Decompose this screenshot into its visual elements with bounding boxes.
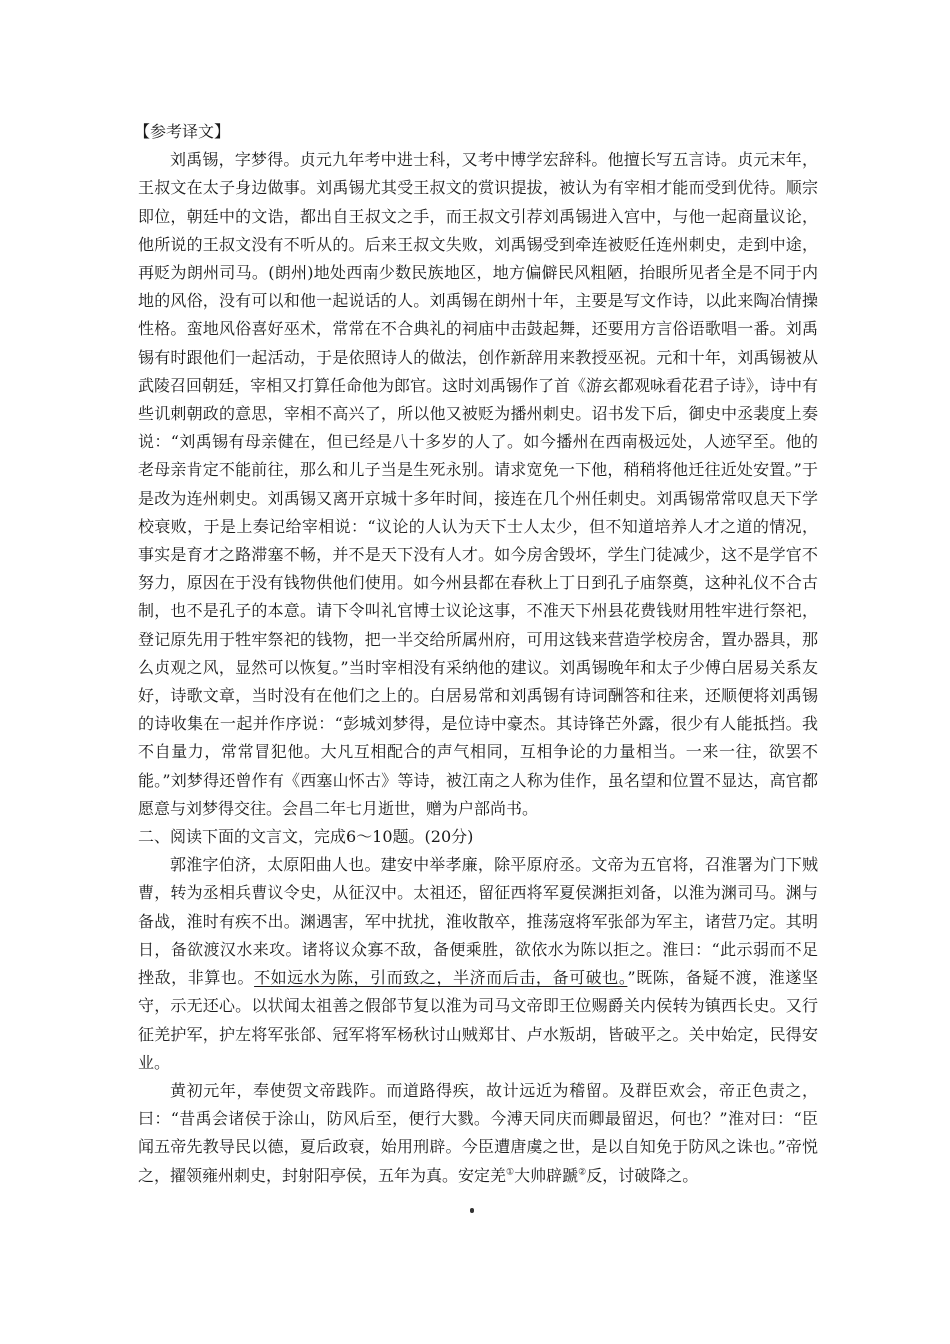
paragraph-2-text-b: 大帅辟蹏 — [514, 1165, 579, 1185]
section-heading: 二、阅读下面的文言文，完成6～10题。(20分) — [138, 827, 474, 847]
footnote-marker-1: ① — [506, 1167, 515, 1178]
paragraph-1-text-before: 郭淮字伯济，太原阳曲人也。建安中举孝廉，除平原府丞。文帝为五官将，召淮署为门下贼曹，转为丞相兵曹议令史，从征汉中。太祖还，留征西将军夏侯渊拒刘备，以淮为渊司马。渊与备战，淮时有疾不出。渊遇害，军中扰扰，淮收散卒，推荡寇将军张郃为军主，诸营乃定。其明日，备欲渡汉水来攻。诸将议众寡不敌，备便乘胜，欲依水为陈以拒之。淮曰：“此示弱而不足挫敌，非算也。 — [138, 855, 818, 988]
reference-translation-paragraph: 刘禹锡，字梦得。贞元九年考中进士科，又考中博学宏辞科。他擅长写五言诗。贞元末年，王叔文在太子身边做事。刘禹锡尤其受王叔文的赏识提拔，被认为有宰相才能而受到优待。顺宗即位，朝廷中的文诰，都出自王叔文之手，而王叔文引荐刘禹锡进入宫中，与他一起商量议论，他所说的王叔文没有不听从的。后来王叔文失败，刘禹锡受到牵连被贬任连州刺史，走到中途，再贬为朗州司马。(朗州)地处西南少数民族地区，地方偏僻民风粗陋，抬眼所见者全是不同于内地的风俗，没有可以和他一起说话的人。刘禹锡在朗州十年，主要是写文作诗，以此来陶冶情操性格。蛮地风俗喜好巫术，常常在不合典礼的祠庙中击鼓起舞，还要用方言俗语歌唱一番。刘禹锡有时跟他们一起活动，于是依照诗人的做法，创作新辞用来教授巫祝。元和十年，刘禹锡被从武陵召回朝廷，宰相又打算任命他为郎官。这时刘禹锡作了首《游玄都观咏看花君子诗》，诗中有些讥刺朝政的意思，宰相不高兴了，所以他又被贬为播州刺史。诏书发下后，御史中丞裴度上奏说：“刘禹锡有母亲健在，但已经是八十多岁的人了。如今播州在西南极远处，人迹罕至。他的老母亲肯定不能前往，那么和儿子当是生死永别。请求宽免一下他，稍稍将他迁往近处安置。”于是改为连州刺史。刘禹锡又离开京城十多年时间，接连在几个州任刺史。刘禹锡常常叹息天下学校衰败，于是上奏记给宰相说：“议论的人认为天下士人太少，但不知道培养人才之道的情况，事实是育才之路滞塞不畅，并不是天下没有人才。如今房舍毁坏，学生门徒减少，这不是学官不努力，原因在于没有钱物供他们使用。如今州县都在春秋上丁日到孔子庙祭奠，这种礼仪不合古制，也不是孔子的本意。请下令叫礼官博士议论这事，不准天下州县花费钱财用牲牢进行祭祀，登记原先用于牲牢祭祀的钱物，把一半交给所属州府，可用这钱来营造学校房舍，置办器具，那么贞观之风，显然可以恢复。”当时宰相没有采纳他的建议。刘禹锡晚年和太子少傅白居易关系友好，诗歌文章，当时没有在他们之上的。白居易常和刘禹锡有诗词酬答和往来，还顺便将刘禹锡的诗收集在一起并作序说：“彭城刘梦得，是位诗中豪杰。其诗锋芒外露，很少有人能抵挡。我不自量力，常常冒犯他。大凡互相配合的声气相同，互相争论的力量相当。一来一往，欲罢不能。”刘梦得还曾作有《西塞山怀古》等诗，被江南之人称为佳作，虽名望和位置不显达，高官都愿意与刘梦得交往。会昌二年七月逝世，赠为户部尚书。 — [138, 150, 819, 818]
classical-text-paragraph-1 — [138, 851, 818, 1077]
paragraph-2-text-c: 反，讨破降之。 — [586, 1165, 699, 1185]
underlined-sentence: 不如远水为陈，引而致之，半济而后击，备可破也。 — [254, 968, 628, 988]
footnote-marker-2: ② — [578, 1167, 587, 1178]
classical-text-paragraph-2 — [138, 1077, 818, 1190]
paragraph-1-text-after: ”既陈，备疑不渡，淮遂坚守，示无还心。以状闻太祖善之假郃节复以淮为司马文帝即王位赐爵关内侯转为镇西长史。又行征羌护军，护左将军张郃、冠军将军杨秋讨山贼郑甘、卢水叛胡，皆破平之。关中始定，民得安业。 — [138, 968, 818, 1072]
paragraph-2-text-a: 黄初元年，奉使贺文帝践阼。而道路得疾，故计远近为稽留。及群臣欢会，帝正色责之，曰：“昔禹会诸侯于涂山，防风后至，便行大戮。今溥天同庆而卿最留迟，何也？”淮对曰：“臣闻五帝先教导民以德，夏后政衰，始用刑辟。今臣遭唐虞之世，是以自知免于防风之诛也。”帝悦之，擢领雍州刺史，封射阳亭侯，五年为真。安定羌 — [138, 1080, 818, 1185]
reference-heading: 【参考译文】 — [134, 122, 231, 141]
page-marker-dot — [470, 1208, 474, 1213]
document-body — [134, 118, 819, 1190]
